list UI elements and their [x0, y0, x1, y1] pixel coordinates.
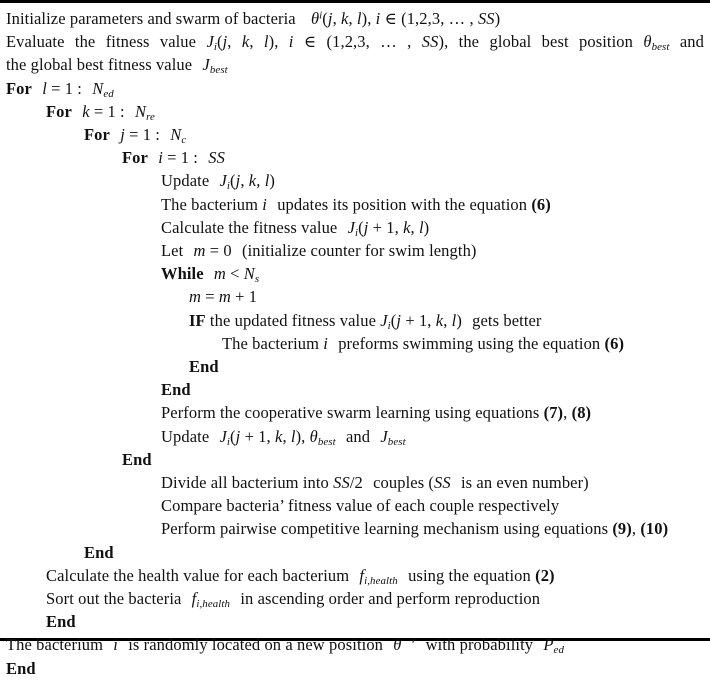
- pseudocode-line-update-bests: Update $J_i(j + 1$, k, l), $\theta_{best}$ and $J_{best}$: [161, 426, 406, 448]
- pseudocode-line-end-for-k: End: [46, 612, 76, 632]
- pseudocode-line-perform-swimming: The bacterium i preforms swimming using the equation (6): [222, 333, 625, 353]
- pseudocode-line-for-j: For j = 1 : $N_c$: [84, 125, 187, 147]
- pseudocode-line-health-value: Calculate the health value for each bacterium $f_{i,health}$ using the equation (2): [46, 565, 555, 587]
- pseudocode-line-end-for-j: End: [84, 542, 114, 562]
- pseudocode-line-for-i: For i = 1 : SS: [122, 148, 225, 168]
- pseudocode-line-random-relocation: The bacterium i is randomly located on a new position θ ′ with probability $P_{ed}$: [6, 635, 564, 657]
- pseudocode-line-end-for-l: End: [6, 658, 36, 678]
- pseudocode-line-calculate-fitness: Calculate the fitness value $J_i(j + 1$, k, l): [161, 217, 430, 239]
- pseudocode-line-compare-couples: Compare bacteria’ fitness value of each couple respectively: [161, 496, 560, 516]
- pseudocode-line-increment-m: m = m + 1: [189, 287, 258, 307]
- pseudocode-line-for-l: For l = 1 : $N_{ed}$: [6, 78, 114, 100]
- pseudocode-line-evaluate-cont: the global best fitness value $J_{best}$: [6, 55, 228, 77]
- pseudocode-line-end-if: End: [189, 357, 219, 377]
- pseudocode-line-pairwise-learning: Perform pairwise competitive learning mechanism using equations (9), (10): [161, 519, 669, 539]
- pseudocode-line-update-position: The bacterium i updates its position with the equation (6): [161, 194, 551, 214]
- pseudocode-line-evaluate: Evaluate the fitness value $J_i(j$, k, l), i ∈ (1,2,3, … , SS), the global best position $\theta_{best}$ and: [6, 32, 704, 54]
- pseudocode-line-initialize: Initialize parameters and swarm of bacteria $\theta^i(j$, k, l), i ∈ (1,2,3, … , SS): [6, 9, 501, 28]
- pseudocode-line-sort-bacteria: Sort out the bacteria $f_{i,health}$ in ascending order and perform reproduction: [46, 589, 541, 611]
- pseudocode-line-while-m: While $m < N_s$: [161, 264, 260, 286]
- pseudocode-line-update-j: Update $J_i(j$, k, l): [161, 171, 275, 193]
- pseudocode-line-let-m: Let m = 0 (initialize counter for swim length): [161, 241, 477, 261]
- pseudocode-line-divide-couples: Divide all bacterium into SS/2 couples (SS is an even number): [161, 473, 589, 493]
- pseudocode-line-if-better: IF the updated fitness value $J_i(j + 1$, k, l) gets better: [189, 310, 542, 332]
- pseudocode-line-cooperative-learning: Perform the cooperative swarm learning using equations (7), (8): [161, 403, 592, 423]
- pseudocode-line-end-while: End: [161, 380, 191, 400]
- pseudocode-line-for-k: For k = 1 : $N_{re}$: [46, 101, 155, 123]
- pseudocode-line-end-for-i: End: [122, 449, 152, 469]
